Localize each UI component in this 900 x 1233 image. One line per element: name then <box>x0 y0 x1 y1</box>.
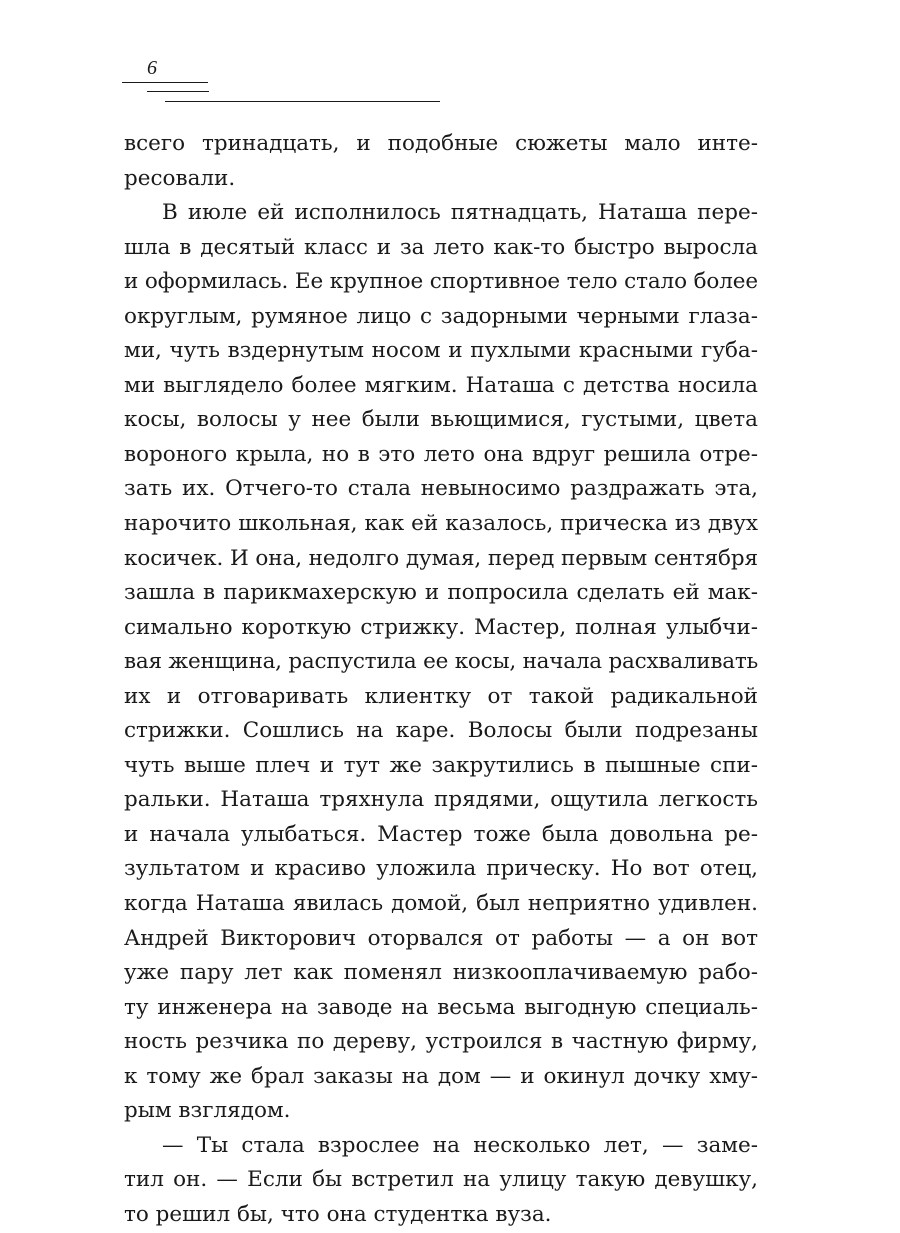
text-line: ность резчика по дереву, устроился в частную фирму, <box>124 1029 758 1055</box>
header-rule-top <box>122 82 208 83</box>
text-line: косичек. И она, недолго думая, перед первым сентября <box>124 545 758 571</box>
text-line: всего тринадцать, и подобные сюжеты мало инте- <box>124 131 758 156</box>
text-line: ресовали. <box>124 165 236 191</box>
text-line: ми выглядело более мягким. Наташа с детства носила <box>124 372 758 398</box>
body-text <box>124 127 758 1233</box>
text-line: ральки. Наташа тряхнула прядями, ощутила легкость <box>124 787 758 813</box>
text-line: и начала улыбаться. Мастер тоже была довольна ре- <box>124 821 758 847</box>
text-line: Андрей Викторович оторвался от работы — а он вот <box>124 925 758 951</box>
text-line: вая женщина, распустила ее косы, начала расхваливать <box>124 649 758 675</box>
text-line: рым взглядом. <box>124 1098 291 1124</box>
text-line: уже пару лет как поменял низкооплачиваемую рабо- <box>124 960 758 986</box>
text-line: тил он. — Если бы встретил на улицу такую девушку, <box>124 1167 758 1193</box>
text-line: ми, чуть вздернутым носом и пухлыми красными губа- <box>124 338 758 364</box>
text-line: зашла в парикмахерскую и попросила сделать ей мак- <box>124 580 758 606</box>
text-line: косы, волосы у нее были вьющимися, густыми, цвета <box>124 407 758 433</box>
text-line: шла в десятый класс и за лето как-то быстро выросла <box>124 234 758 260</box>
text-line: зать их. Отчего-то стала невыносимо раздражать эта, <box>124 476 758 502</box>
text-line: когда Наташа явилась домой, был неприятно удивлен. <box>124 891 758 917</box>
text-line: нарочито школьная, как ей казалось, прическа из двух <box>124 511 758 537</box>
text-line: чуть выше плеч и тут же закрутились в пышные спи- <box>124 752 758 778</box>
text-line: В июле ей исполнилось пятнадцать, Наташа пере- <box>162 200 758 226</box>
header-rule-long <box>165 101 440 102</box>
text-line: ту инженера на заводе на весьма выгодную специаль- <box>124 994 758 1020</box>
text-line: то решил бы, что она студентка вуза. <box>124 1201 552 1227</box>
text-line: стрижки. Сошлись на каре. Волосы были подрезаны <box>124 718 758 744</box>
text-line: симально короткую стрижку. Мастер, полная улыбчи- <box>124 614 758 640</box>
text-line: их и отговаривать клиентку от такой радикальной <box>124 683 758 709</box>
text-line: округлым, румяное лицо с задорными черными глаза- <box>124 303 758 329</box>
text-line: зультатом и красиво уложила прическу. Но вот отец, <box>124 856 758 882</box>
page-number: 6 <box>147 57 157 79</box>
text-line: к тому же брал заказы на дом — и окинул дочку хму- <box>124 1063 758 1089</box>
text-line: и оформилась. Ее крупное спортивное тело стало более <box>124 269 758 295</box>
header-rule-middle <box>147 91 209 92</box>
text-line: вороного крыла, но в это лето она вдруг решила отре- <box>124 441 758 467</box>
text-line: — Ты стала взрослее на несколько лет, — заме- <box>162 1132 758 1158</box>
